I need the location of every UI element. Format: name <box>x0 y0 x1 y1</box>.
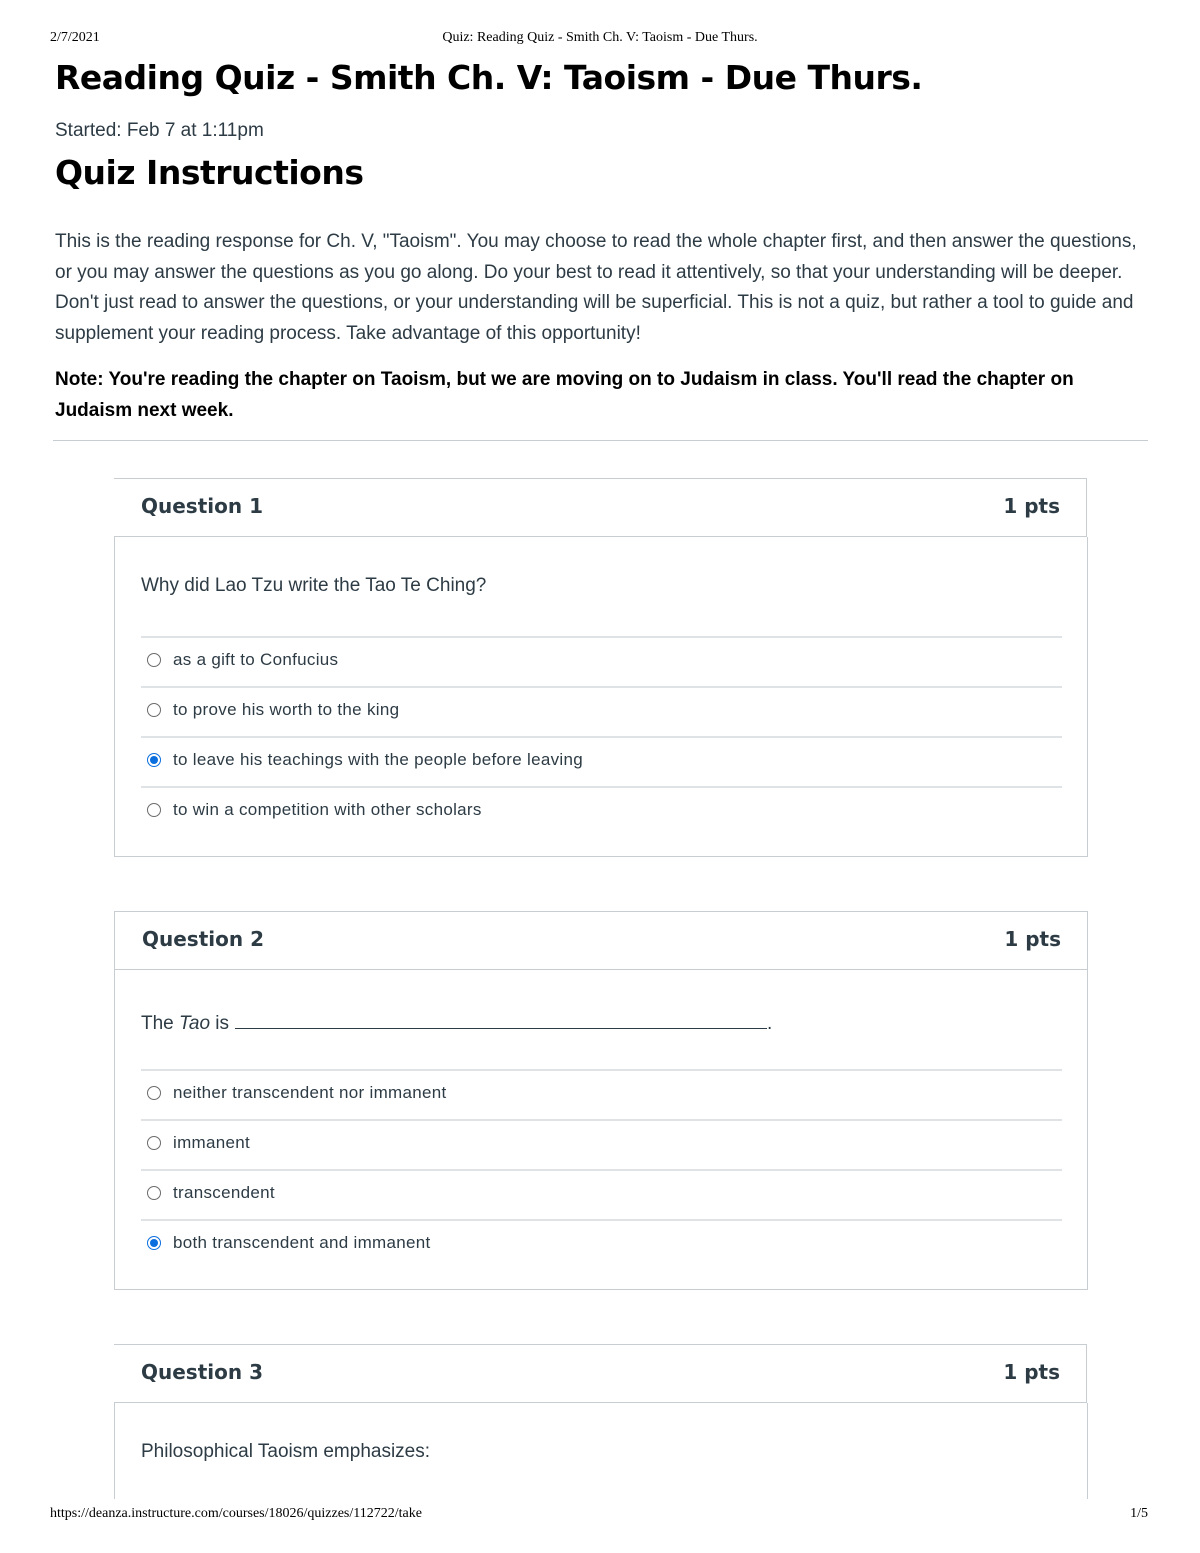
answer-option[interactable] <box>141 1169 1062 1219</box>
question-text: Philosophical Taoism emphasizes: <box>141 1441 431 1462</box>
started-timestamp: Started: Feb 7 at 1:11pm <box>55 120 264 141</box>
question-1 <box>114 478 1088 857</box>
answer-option[interactable] <box>141 1219 1062 1269</box>
radio-button[interactable] <box>147 653 161 667</box>
question-text <box>141 1010 772 1035</box>
answer-option[interactable] <box>141 1069 1062 1119</box>
question-text-suffix: is <box>210 1013 230 1034</box>
instructions-note: Note: You're reading the chapter on Taoism, but we are moving on to Judaism in class. You'll read the chapter on Judaism next week. <box>55 369 1074 421</box>
answer-label[interactable]: neither transcendent nor immanent <box>173 1083 447 1102</box>
question-body <box>114 1403 1088 1499</box>
answer-label[interactable]: immanent <box>173 1133 251 1152</box>
radio-button-selected[interactable] <box>147 1236 161 1250</box>
divider <box>53 440 1148 441</box>
question-text-prefix: The <box>141 1013 180 1034</box>
question-title: Question 2 <box>142 927 264 951</box>
question-header <box>114 911 1088 971</box>
print-url: https://deanza.instructure.com/courses/18026/quizzes/112722/take <box>50 1506 422 1521</box>
print-header <box>0 30 1200 50</box>
print-title: Quiz: Reading Quiz - Smith Ch. V: Taoism - Due Thurs. <box>442 30 758 45</box>
answer-label[interactable]: to prove his worth to the king <box>173 700 400 719</box>
answer-option[interactable] <box>141 736 1062 786</box>
print-footer <box>0 1506 1200 1526</box>
question-points: 1 pts <box>1003 494 1060 518</box>
radio-button-selected[interactable] <box>147 753 161 767</box>
question-points: 1 pts <box>1003 1360 1060 1384</box>
question-title: Question 1 <box>141 494 263 518</box>
question-header <box>114 478 1087 538</box>
radio-button[interactable] <box>147 703 161 717</box>
radio-button[interactable] <box>147 1186 161 1200</box>
question-title: Question 3 <box>141 1360 263 1384</box>
question-text: Why did Lao Tzu write the Tao Te Ching? <box>141 575 487 596</box>
answer-label[interactable]: as a gift to Confucius <box>173 650 339 669</box>
answer-option[interactable] <box>141 1119 1062 1169</box>
answer-label[interactable]: transcendent <box>173 1183 275 1202</box>
question-2 <box>114 911 1088 1290</box>
instructions-text: This is the reading response for Ch. V, "Taoism". You may choose to read the whole chapter first, and then answer the questions, or you may answer the questions as you go along. Do your best to read it attentively, so that your understanding will be deeper. Don't just read to answer the questions, or your understanding will be superficial. This is not a quiz, but rather a tool to guide and supplement your reading process. Take advantage of this opportunity! <box>55 231 1137 344</box>
question-body <box>114 537 1088 857</box>
question-text-italic: Tao <box>179 1013 211 1034</box>
radio-button[interactable] <box>147 803 161 817</box>
print-date: 2/7/2021 <box>50 30 100 45</box>
fill-in-blank <box>235 1010 767 1029</box>
question-text-end: . <box>767 1013 773 1034</box>
radio-button[interactable] <box>147 1136 161 1150</box>
answer-option[interactable] <box>141 636 1062 686</box>
page-number: 1/5 <box>1130 1506 1148 1521</box>
answer-list <box>141 1069 1062 1269</box>
question-3 <box>114 1344 1088 1499</box>
answer-label[interactable]: to leave his teachings with the people before leaving <box>173 750 583 769</box>
answer-option[interactable] <box>141 786 1062 836</box>
answer-option[interactable] <box>141 686 1062 736</box>
radio-button[interactable] <box>147 1086 161 1100</box>
answer-label[interactable]: to win a competition with other scholars <box>173 800 482 819</box>
quiz-title: Reading Quiz - Smith Ch. V: Taoism - Due Thurs. <box>55 58 923 97</box>
instructions-heading: Quiz Instructions <box>55 153 364 192</box>
question-header <box>114 1344 1087 1404</box>
answer-label[interactable]: both transcendent and immanent <box>173 1233 431 1252</box>
question-body <box>114 970 1088 1290</box>
answer-list <box>141 636 1062 836</box>
question-points: 1 pts <box>1004 927 1061 951</box>
